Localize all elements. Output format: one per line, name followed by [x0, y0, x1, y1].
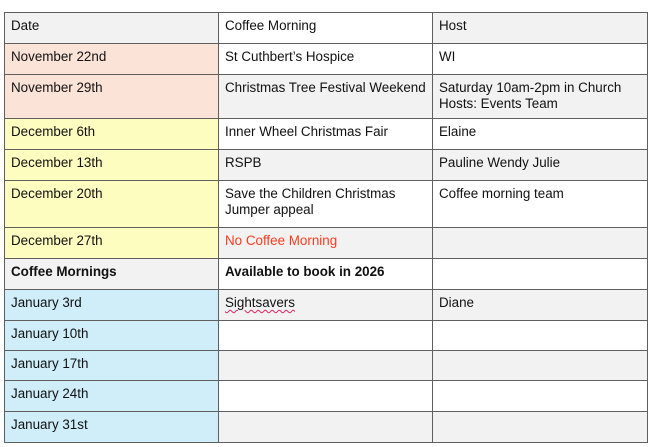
host-cell — [433, 75, 648, 119]
host-cell: WI — [433, 44, 648, 75]
host-cell — [433, 228, 648, 259]
no-coffee-morning-note: No Coffee Morning — [219, 228, 433, 259]
section-row — [5, 259, 648, 290]
event-cell — [219, 181, 433, 228]
event-line: Save the Children Christmas — [225, 186, 396, 201]
event-cell: Christmas Tree Festival Weekend — [219, 75, 433, 119]
date-cell: December 6th — [5, 119, 219, 150]
date-cell: January 3rd — [5, 290, 219, 321]
table-row — [5, 412, 648, 443]
coffee-morning-schedule-table — [4, 12, 648, 443]
table-row — [5, 381, 648, 412]
table-row — [5, 321, 648, 351]
table-row — [5, 228, 648, 259]
date-cell: January 31st — [5, 412, 219, 443]
event-cell — [219, 351, 433, 381]
host-cell — [433, 412, 648, 443]
section-label: Coffee Mornings — [5, 259, 219, 290]
event-cell — [219, 412, 433, 443]
header-row — [5, 13, 648, 44]
event-cell — [219, 290, 433, 321]
event-cell: Inner Wheel Christmas Fair — [219, 119, 433, 150]
header-coffee-morning: Coffee Morning — [219, 13, 433, 44]
host-cell: Elaine — [433, 119, 648, 150]
host-cell: Pauline Wendy Julie — [433, 150, 648, 181]
header-date: Date — [5, 13, 219, 44]
host-line: Hosts: Events Team — [439, 96, 558, 111]
host-line: Saturday 10am-2pm in Church — [439, 80, 622, 95]
event-cell: RSPB — [219, 150, 433, 181]
table-row — [5, 150, 648, 181]
table-row — [5, 290, 648, 321]
host-cell — [433, 351, 648, 381]
host-cell: Diane — [433, 290, 648, 321]
table-row — [5, 119, 648, 150]
date-cell: November 29th — [5, 75, 219, 119]
host-cell: Coffee morning team — [433, 181, 648, 228]
event-line: Jumper appeal — [225, 202, 314, 217]
spellcheck-underlined-text: Sightsavers — [225, 295, 295, 310]
table-row — [5, 351, 648, 381]
section-note: Available to book in 2026 — [219, 259, 433, 290]
event-cell — [219, 381, 433, 412]
host-cell — [433, 321, 648, 351]
table-row — [5, 75, 648, 119]
host-cell — [433, 381, 648, 412]
date-cell: November 22nd — [5, 44, 219, 75]
event-cell: St Cuthbert’s Hospice — [219, 44, 433, 75]
table-row — [5, 181, 648, 228]
date-cell: January 24th — [5, 381, 219, 412]
date-cell: December 27th — [5, 228, 219, 259]
header-host: Host — [433, 13, 648, 44]
date-cell: January 10th — [5, 321, 219, 351]
event-cell — [219, 321, 433, 351]
date-cell: January 17th — [5, 351, 219, 381]
table-row — [5, 44, 648, 75]
date-cell: December 13th — [5, 150, 219, 181]
date-cell: December 20th — [5, 181, 219, 228]
host-cell — [433, 259, 648, 290]
